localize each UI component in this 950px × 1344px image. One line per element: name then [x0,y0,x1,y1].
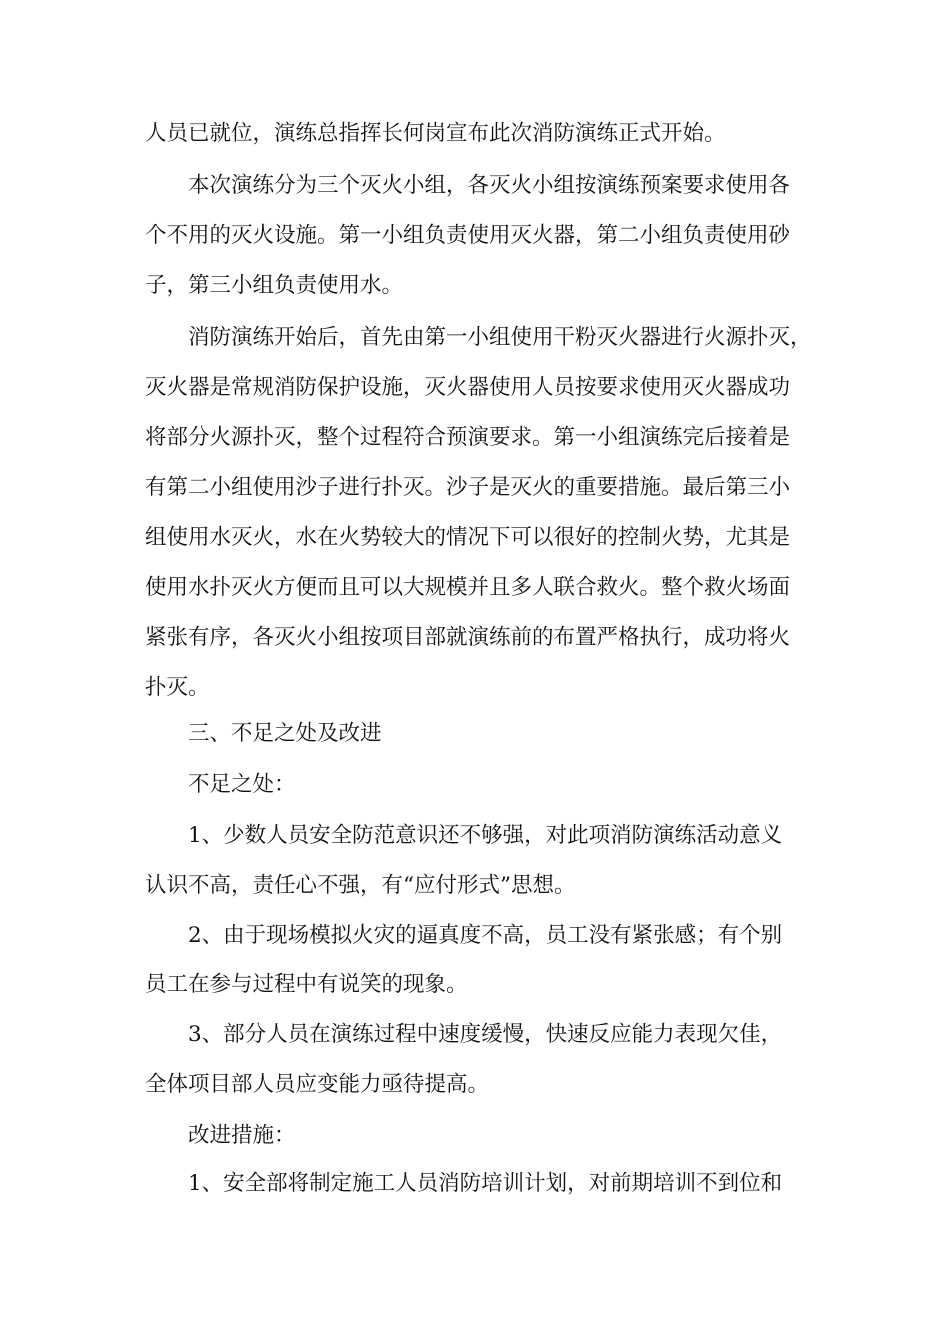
paragraph-line: 扑灭。 [145,675,210,700]
section-heading: 三、不足之处及改进 [188,721,382,746]
paragraph-line: 灭火器是常规消防保护设施，灭火器使用人员按要求使用灭火器成功 [145,375,791,400]
paragraph-line: 人员已就位，演练总指挥长何岗宣布此次消防演练正式开始。 [145,121,726,146]
subsection-heading: 改进措施： [188,1123,296,1148]
list-item-line: 认识不高，责任心不强，有“应付形式”思想。 [145,873,576,898]
paragraph-line: 子，第三小组负责使用水。 [145,273,404,298]
list-item-line: 2、由于现场模拟火灾的逼真度不高，员工没有紧张感；有个别 [188,923,783,948]
list-item-line: 员工在参与过程中有说笑的现象。 [145,972,468,997]
paragraph-line: 使用水扑灭火方便而且可以大规模并且多人联合救火。整个救火场面 [145,575,791,600]
paragraph-line: 个不用的灭火设施。第一小组负责使用灭火器，第二小组负责使用砂 [145,223,791,248]
paragraph-line: 组使用水灭火，水在火势较大的情况下可以很好的控制火势，尤其是 [145,525,791,550]
paragraph-line: 有第二小组使用沙子进行扑灭。沙子是灭火的重要措施。最后第三小 [145,475,791,500]
subsection-heading: 不足之处： [188,772,296,797]
paragraph-line: 将部分火源扑灭，整个过程符合预演要求。第一小组演练完后接着是 [145,425,791,450]
list-item-line: 1、安全部将制定施工人员消防培训计划，对前期培训不到位和 [188,1171,783,1196]
list-item-line: 3、部分人员在演练过程中速度缓慢，快速反应能力表现欠佳， [188,1022,783,1047]
paragraph-line: 消防演练开始后，首先由第一小组使用干粉灭火器进行火源扑灭， [188,325,812,350]
list-item-line: 全体项目部人员应变能力亟待提高。 [145,1072,490,1097]
paragraph-line: 本次演练分为三个灭火小组，各灭火小组按演练预案要求使用各 [188,173,791,198]
paragraph-line: 紧张有序，各灭火小组按项目部就演练前的布置严格执行，成功将火 [145,625,791,650]
list-item-line: 1、少数人员安全防范意识还不够强，对此项消防演练活动意义 [188,823,783,848]
